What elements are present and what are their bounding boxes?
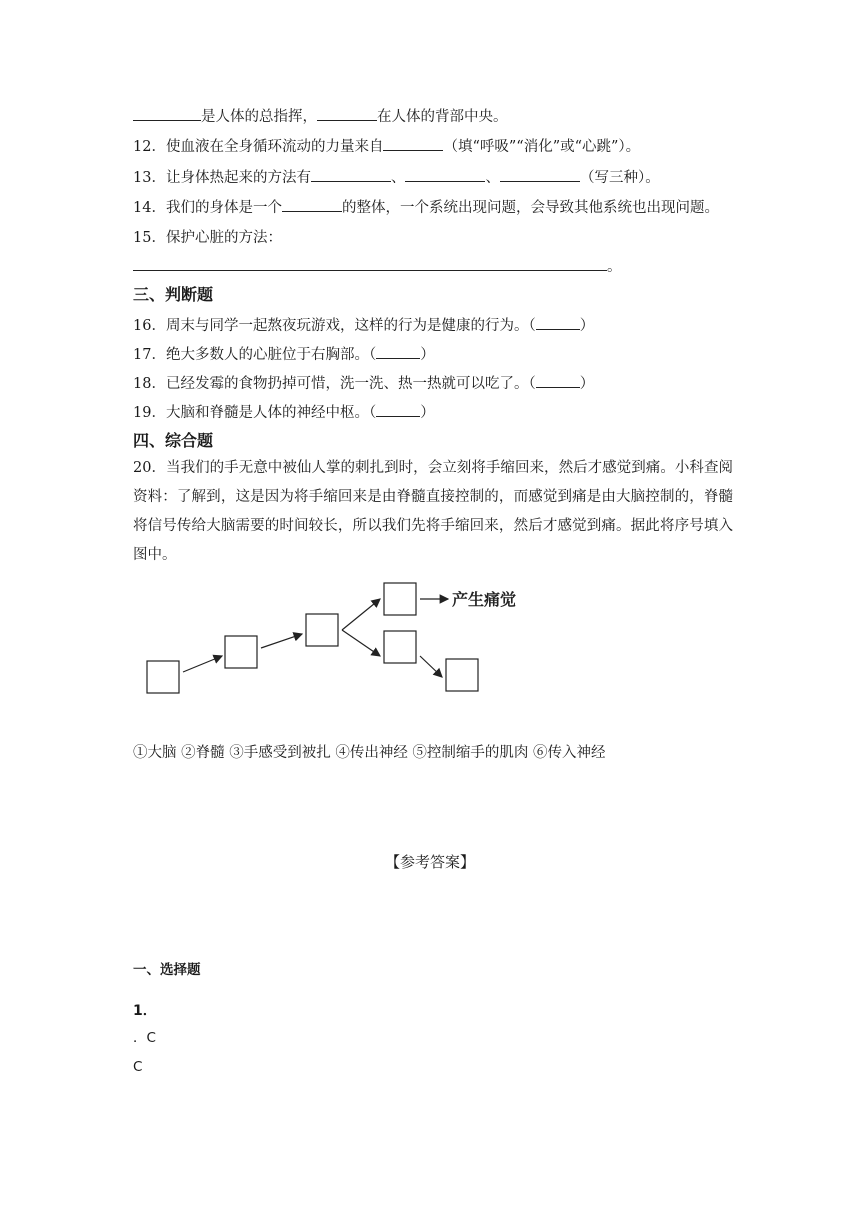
diagram-box-2[interactable] [225, 636, 257, 668]
answer-blank[interactable] [536, 315, 580, 330]
answer-blank[interactable] [376, 344, 420, 359]
arrow [342, 630, 380, 656]
answer-blank[interactable] [376, 402, 420, 417]
answer-1-number: 1． [133, 1003, 157, 1019]
diagram-box-3[interactable] [306, 614, 338, 646]
reflex-arc-diagram [130, 574, 550, 704]
answer-blank[interactable] [282, 197, 342, 212]
question-12: 12．使血液在全身循环流动的力量来自 （填“呼吸”“消化”或“心跳”）。 [133, 136, 640, 157]
answers-title: 【参考答案】 [384, 853, 475, 871]
answer-blank[interactable] [133, 106, 201, 121]
question-19: 19．大脑和脊髓是人体的神经中枢。（ ） [133, 402, 435, 423]
question-17: 17．绝大多数人的心脏位于右胸部。（ ） [133, 344, 435, 365]
answer-blank[interactable] [500, 167, 580, 182]
question-20: 20．当我们的手无意中被仙人掌的刺扎到时，会立刻将手缩回来，然后才感觉到痛。小科查阅资料：了解到，这是因为将手缩回来是由脊髓直接控制的，而感觉到痛是由大脑控制的，脊髓将信号传给大脑需要的时间较长，所以我们先将手缩回来，然后才感觉到痛。据此将序号填入图中。 [133, 460, 733, 563]
arrow [342, 599, 380, 630]
answer-blank[interactable] [317, 106, 377, 121]
diagram-box-6[interactable] [446, 659, 478, 691]
section-4-title: 四、综合题 [133, 431, 214, 450]
question-13: 13．让身体热起来的方法有 、 、 （写三种）。 [133, 167, 660, 188]
answers-section-1: 一、选择题 [133, 962, 201, 978]
arrow [420, 656, 442, 677]
question-16: 16．周末与同学一起熬夜玩游戏，这样的行为是健康的行为。（ ） [133, 315, 594, 336]
pain-label: 产生痛觉 [452, 590, 517, 609]
answer-1-line-1: ．C [133, 1030, 156, 1046]
answer-blank[interactable] [405, 167, 485, 182]
section-3-title: 三、判断题 [133, 285, 214, 304]
answer-blank[interactable] [383, 136, 443, 151]
diagram-box-4[interactable] [384, 583, 416, 615]
question-11-line: 是人体的总指挥， 在人体的背部中央。 [133, 106, 508, 127]
diagram-options: ①大脑 ②脊髓 ③手感受到被扎 ④传出神经 ⑤控制缩手的肌肉 ⑥传入神经 [133, 745, 606, 761]
diagram-box-1[interactable] [147, 661, 179, 693]
answer-blank[interactable] [536, 373, 580, 388]
arrow [261, 634, 302, 648]
question-15: 15．保护心脏的方法： [133, 230, 282, 246]
answer-1-line-2: C [133, 1059, 143, 1075]
answer-blank[interactable] [133, 256, 607, 271]
question-18: 18．已经发霉的食物扔掉可惜，洗一洗、热一热就可以吃了。（ ） [133, 373, 594, 394]
answer-blank[interactable] [311, 167, 391, 182]
diagram-box-5[interactable] [384, 631, 416, 663]
question-15-answer-line: 。 [133, 256, 622, 277]
arrow [183, 656, 222, 672]
question-14: 14．我们的身体是一个 的整体，一个系统出现问题，会导致其他系统也出现问题。 [133, 197, 719, 218]
